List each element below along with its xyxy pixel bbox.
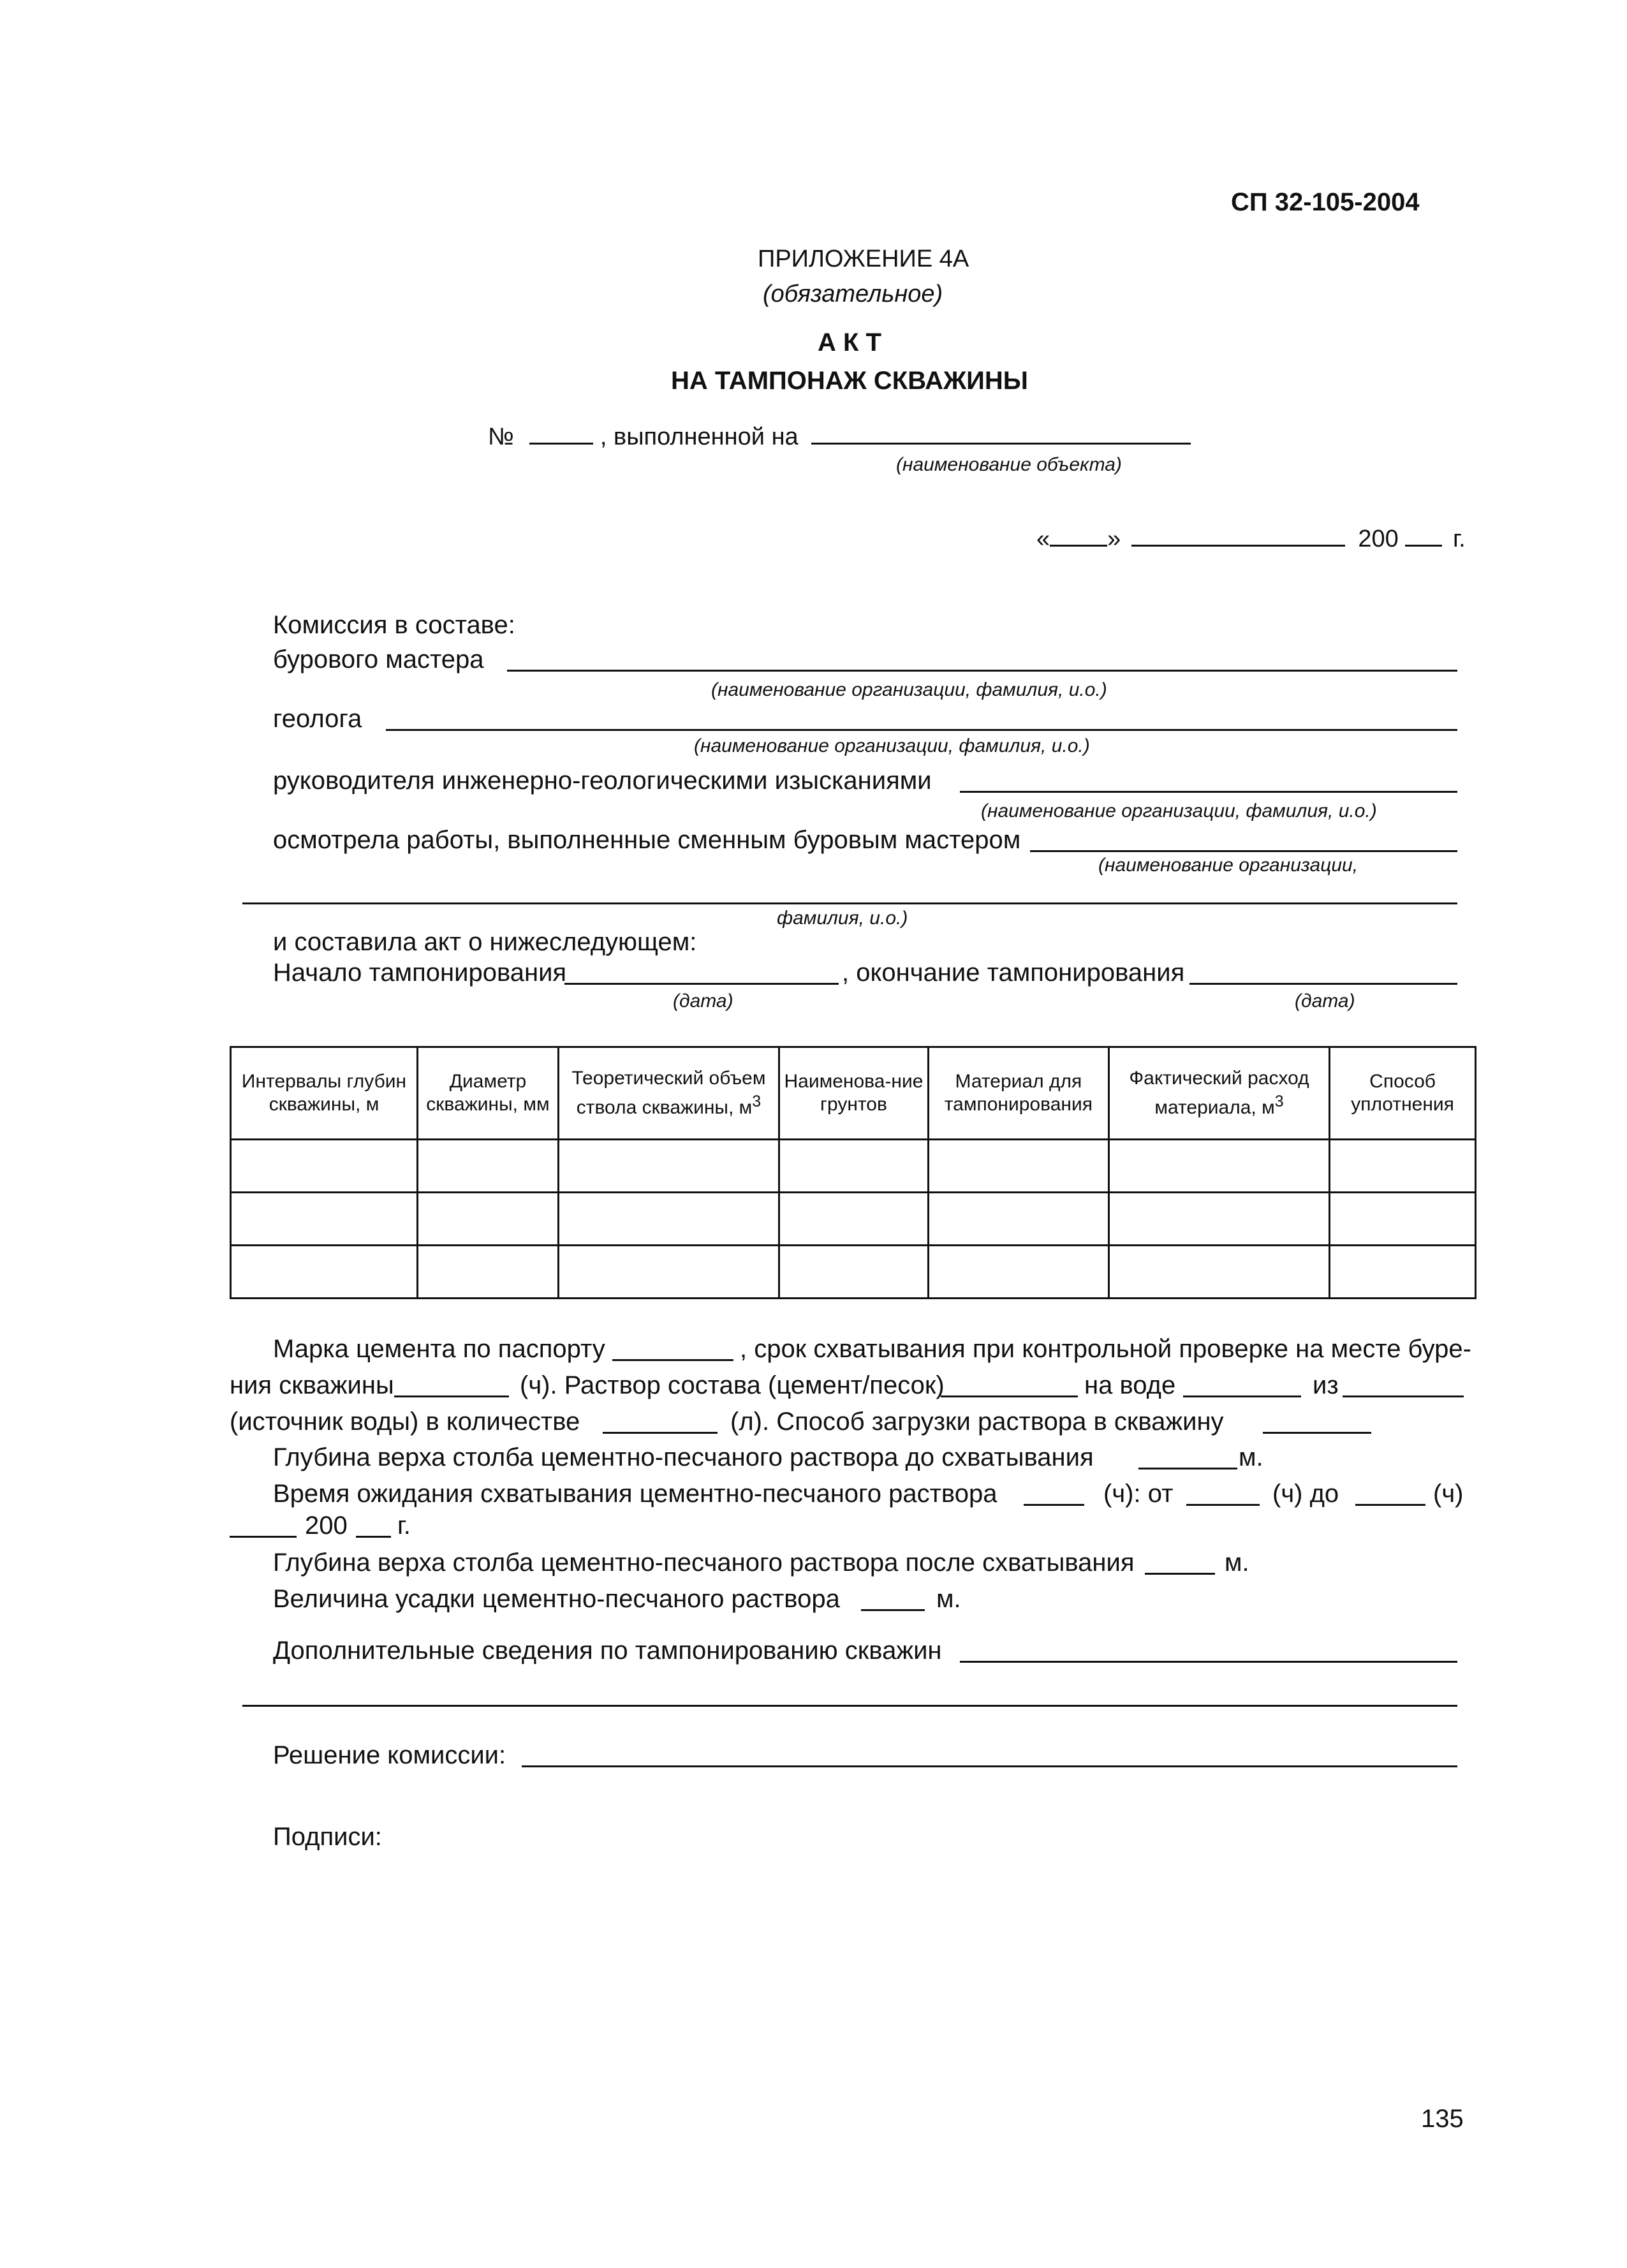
table-row: [231, 1246, 1476, 1299]
table-cell[interactable]: [779, 1246, 929, 1299]
to-hours-field[interactable]: [1355, 1504, 1425, 1506]
inspected-field-1[interactable]: [1030, 850, 1457, 852]
object-name-field[interactable]: [811, 421, 1191, 445]
water-source-label: (источник воды) в количестве: [230, 1408, 580, 1436]
setting-hours-field[interactable]: [394, 1395, 509, 1397]
table-cell[interactable]: [558, 1246, 779, 1299]
table-cell[interactable]: [1108, 1246, 1329, 1299]
table-cell[interactable]: [418, 1193, 559, 1246]
master-label: бурового мастера: [273, 645, 484, 674]
table-cell[interactable]: [418, 1140, 559, 1193]
additional-info-field-2[interactable]: [242, 1705, 1457, 1707]
table-cell[interactable]: [558, 1193, 779, 1246]
table-cell[interactable]: [1330, 1246, 1476, 1299]
day-field[interactable]: [1050, 523, 1107, 547]
water-label: на воде: [1084, 1371, 1176, 1399]
inspected-label: осмотрела работы, выполненные сменным буровым мастером: [273, 826, 1021, 854]
col-material: Материал для тампонирования: [928, 1047, 1108, 1140]
tamponage-table: [230, 1046, 1476, 1299]
decision-field[interactable]: [522, 1765, 1457, 1767]
inspected-caption-2: фамилия, и.о.): [777, 908, 908, 929]
from-hours-field[interactable]: [1186, 1504, 1260, 1506]
master-caption: (наименование организации, фамилия, и.о.): [711, 679, 1107, 700]
loading-method-label: (л). Способ загрузки раствора в скважину: [730, 1408, 1224, 1436]
head-field[interactable]: [960, 791, 1457, 793]
appendix-label: ПРИЛОЖЕНИЕ 4А: [758, 246, 969, 272]
start-date-field[interactable]: [564, 983, 839, 985]
water-field[interactable]: [1183, 1395, 1301, 1397]
col-compaction-method: Способ уплотнения: [1330, 1047, 1476, 1140]
act-number-field[interactable]: [529, 421, 593, 445]
table-cell[interactable]: [928, 1193, 1108, 1246]
decision-label: Решение комиссии:: [273, 1741, 506, 1769]
month-field[interactable]: [1131, 523, 1345, 547]
year-prefix: 200: [1358, 526, 1399, 552]
start-date-caption: (дата): [673, 990, 733, 1012]
depth-before-unit: м.: [1239, 1443, 1263, 1471]
inspected-field-2[interactable]: [242, 902, 1457, 904]
depth-after-label: Глубина верха столба цементно-песчаного раствора после схватывания: [273, 1549, 1135, 1577]
waiting-year-label: 200: [305, 1512, 348, 1540]
table-header-row: [231, 1047, 1476, 1140]
appendix-status: (обязательное): [763, 281, 943, 307]
additional-info-field-1[interactable]: [960, 1661, 1457, 1663]
mortar-mix-field[interactable]: [941, 1395, 1078, 1397]
year-suffix: г.: [1452, 526, 1466, 552]
signatures-label: Подписи:: [273, 1823, 382, 1851]
commission-intro: Комиссия в составе:: [273, 611, 515, 639]
table-cell[interactable]: [928, 1246, 1108, 1299]
number-sign: №: [488, 423, 514, 450]
object-name-caption: (наименование объекта): [896, 454, 1122, 475]
depth-after-unit: м.: [1225, 1549, 1249, 1577]
geologist-caption: (наименование организации, фамилия, и.о.): [694, 735, 1090, 756]
col-diameter: Диаметр скважины, мм: [418, 1047, 559, 1140]
waiting-year-field[interactable]: [356, 1536, 391, 1538]
waiting-date-field[interactable]: [230, 1536, 297, 1538]
head-label: руководителя инженерно-геологическими изысканиями: [273, 767, 932, 795]
depth-before-field[interactable]: [1138, 1468, 1237, 1469]
from-label: из: [1313, 1371, 1339, 1399]
page-number: 135: [1421, 2105, 1464, 2133]
end-date-field[interactable]: [1189, 983, 1457, 985]
depth-after-field[interactable]: [1145, 1573, 1215, 1575]
col-depth-intervals: Интервалы глубин скважины, м: [231, 1047, 418, 1140]
standard-code: СП 32-105-2004: [1231, 188, 1420, 216]
performed-at-label: , выполненной на: [600, 423, 799, 450]
head-caption: (наименование организации, фамилия, и.о.): [981, 800, 1377, 821]
table-cell[interactable]: [558, 1140, 779, 1193]
hours-unit: (ч): [1433, 1480, 1464, 1508]
cement-grade-field[interactable]: [612, 1359, 733, 1361]
geologist-field[interactable]: [386, 729, 1457, 731]
col-theoretical-volume: Теоретический объем ствола скважины, $м^3$: [558, 1047, 779, 1140]
depth-before-label: Глубина верха столба цементно-песчаного раствора до схватывания: [273, 1443, 1094, 1471]
additional-info-label: Дополнительные сведения по тампонированию скважин: [273, 1637, 942, 1665]
col-actual-consumption: Фактический расход материала, $м^3$: [1108, 1047, 1329, 1140]
to-hours-label: (ч) до: [1272, 1480, 1339, 1508]
drilling-label: ния скважины: [230, 1371, 394, 1399]
date-open-quote: «: [1036, 526, 1050, 552]
table-cell[interactable]: [231, 1246, 418, 1299]
table-cell[interactable]: [231, 1140, 418, 1193]
act-number-line: [488, 421, 1191, 451]
table-row: [231, 1140, 1476, 1193]
table-cell[interactable]: [928, 1140, 1108, 1193]
inspected-caption-1: (наименование организации,: [1098, 855, 1358, 876]
table-cell[interactable]: [1108, 1140, 1329, 1193]
shrinkage-unit: м.: [936, 1585, 961, 1613]
act-title: А К Т: [818, 328, 881, 357]
setting-time-label: , срок схватывания при контрольной проверке на месте буре-: [740, 1335, 1471, 1363]
waiting-time-label: Время ожидания схватывания цементно-песчаного раствора: [273, 1480, 998, 1508]
table-row: [231, 1193, 1476, 1246]
mortar-mix-label: (ч). Раствор состава (цемент/песок): [520, 1371, 945, 1399]
start-label: Начало тампонирования: [273, 959, 567, 987]
quantity-field[interactable]: [603, 1432, 718, 1434]
from-hours-label: (ч): от: [1103, 1480, 1174, 1508]
col-soil-names: Наименова-ние грунтов: [779, 1047, 929, 1140]
loading-method-field[interactable]: [1263, 1432, 1371, 1434]
shrinkage-field[interactable]: [861, 1609, 925, 1611]
compiled-label: и составила акт о нижеследующем:: [273, 928, 697, 956]
geologist-label: геолога: [273, 705, 362, 733]
table-cell[interactable]: [1330, 1193, 1476, 1246]
table-cell[interactable]: [779, 1193, 929, 1246]
end-date-caption: (дата): [1295, 990, 1355, 1012]
table-cell[interactable]: [418, 1246, 559, 1299]
shrinkage-label: Величина усадки цементно-песчаного раствора: [273, 1585, 840, 1613]
date-close-quote: »: [1107, 526, 1121, 552]
master-field[interactable]: [507, 670, 1457, 672]
act-date-line: [1036, 523, 1466, 553]
act-subtitle: НА ТАМПОНАЖ СКВАЖИНЫ: [671, 367, 1028, 395]
water-source-field[interactable]: [1343, 1395, 1464, 1397]
year-field[interactable]: [1405, 523, 1442, 547]
end-label: , окончание тампонирования: [842, 959, 1185, 987]
table-cell[interactable]: [779, 1140, 929, 1193]
table-cell[interactable]: [1330, 1140, 1476, 1193]
cement-grade-label: Марка цемента по паспорту: [273, 1335, 605, 1363]
table-cell[interactable]: [231, 1193, 418, 1246]
waiting-hours-field[interactable]: [1024, 1504, 1084, 1506]
table-cell[interactable]: [1108, 1193, 1329, 1246]
waiting-year-suffix: г.: [397, 1512, 411, 1540]
